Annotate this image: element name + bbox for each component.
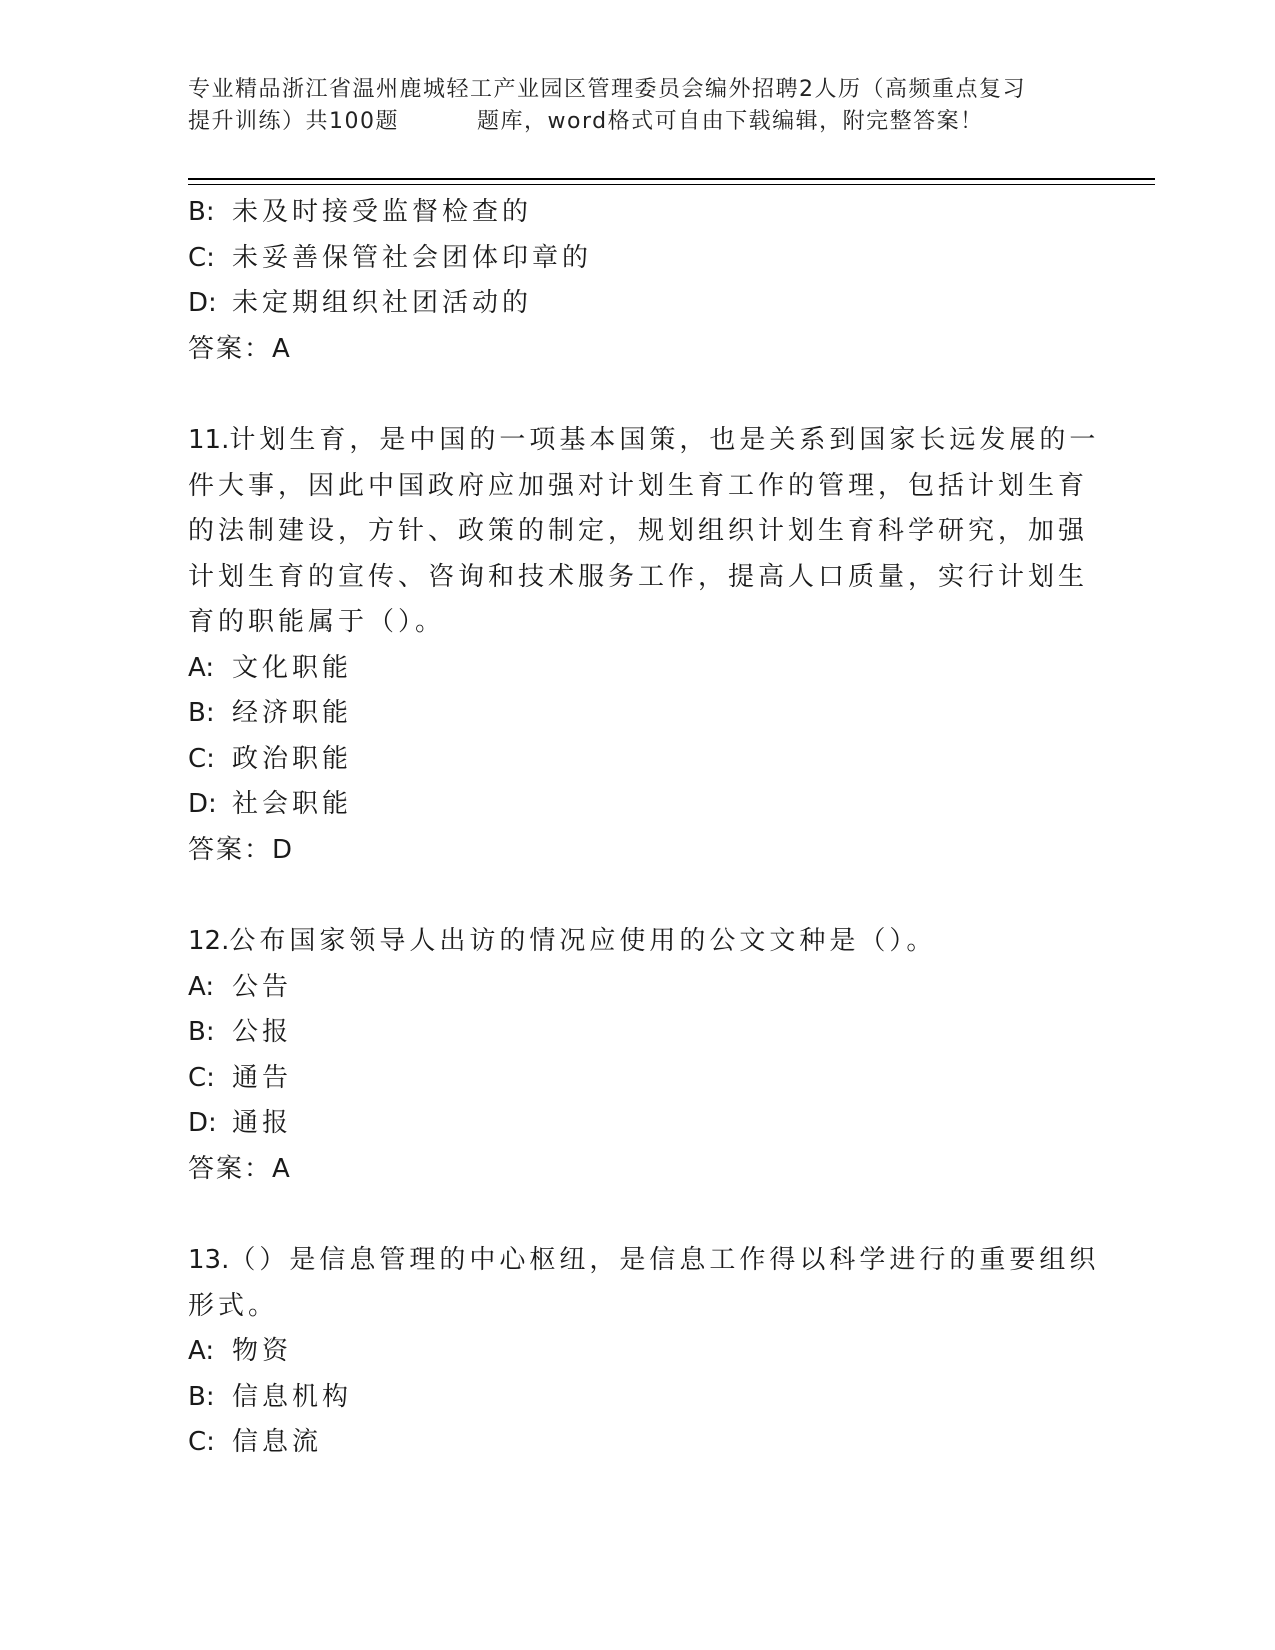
question-number: 13.	[188, 1245, 230, 1275]
question-stem-line: 11.计划生育，是中国的一项基本国策，也是关系到国家长远发展的一	[188, 425, 1100, 455]
option-letter: B:	[188, 698, 215, 728]
answer-label: 答案：	[188, 834, 273, 865]
option-b	[188, 1010, 1088, 1056]
option-a	[188, 646, 1088, 692]
answer-line	[188, 828, 1088, 874]
option-c	[188, 1420, 1088, 1466]
answer-line	[188, 327, 1088, 373]
question-stem-line: 件大事，因此中国政府应加强对计划生育工作的管理，包括计划生育	[188, 470, 1089, 501]
option-d	[188, 1101, 1088, 1147]
option-text: 信息机构	[232, 1381, 353, 1412]
question-stem-line: 形式。	[188, 1290, 279, 1321]
option-letter: D:	[188, 1108, 217, 1138]
option-b	[188, 1375, 1088, 1421]
option-letter: B:	[188, 197, 215, 227]
header-title-line2	[188, 106, 1088, 138]
question-stem-line: 的法制建设，方针、政策的制定，规划组织计划生育科学研究，加强	[188, 516, 1089, 546]
option-text: 经济职能	[232, 698, 353, 728]
option-letter: B:	[188, 1381, 215, 1412]
header-title-line1: 专业精品浙江省温州鹿城轻工产业园区管理委员会编外招聘2人历（高频重点复习	[188, 77, 1026, 102]
question-11	[188, 418, 1100, 873]
header-title-line2-right: 题库，word格式可自由下载编辑，附完整答案！	[477, 109, 984, 134]
question-12	[188, 919, 1088, 1192]
question-stem-line: 13.（）是信息管理的中心枢纽，是信息工作得以科学进行的重要组织	[188, 1245, 1100, 1275]
answer-value: D	[272, 834, 297, 865]
option-text: 未妥善保管社会团体印章的	[232, 242, 593, 273]
option-text: 未及时接受监督检查的	[232, 197, 533, 227]
option-text: 物资	[232, 1336, 293, 1366]
answer-value: A	[272, 1153, 294, 1184]
question-stem-line: 计划生育的宣传、咨询和技术服务工作，提高人口质量，实行计划生	[188, 561, 1089, 592]
option-letter: A:	[188, 652, 215, 683]
option-text: 公告	[232, 971, 293, 1002]
option-text: 未定期组织社团活动的	[232, 288, 533, 318]
question-stem-line: 12.公布国家领导人出访的情况应使用的公文文种是（）。	[188, 926, 937, 956]
option-text: 政治职能	[232, 743, 353, 774]
option-c	[188, 236, 1088, 282]
option-letter: C:	[188, 1427, 215, 1457]
option-letter: A:	[188, 1336, 215, 1366]
answer-label: 答案：	[188, 333, 273, 364]
option-text: 通告	[232, 1062, 293, 1093]
option-text: 公报	[232, 1017, 293, 1047]
option-text: 信息流	[232, 1427, 323, 1457]
option-letter: B:	[188, 1017, 215, 1047]
option-c	[188, 737, 1088, 783]
option-letter: C:	[188, 242, 215, 273]
option-letter: D:	[188, 789, 217, 819]
question-number: 11.	[188, 425, 230, 455]
question-stem-line: 育的职能属于（）。	[188, 607, 446, 637]
option-text: 文化职能	[232, 652, 353, 683]
option-c	[188, 1056, 1088, 1102]
option-d	[188, 281, 1088, 327]
option-d	[188, 782, 1088, 828]
option-letter: D:	[188, 288, 217, 318]
header-rule-thick	[188, 178, 1155, 180]
option-b	[188, 190, 1088, 236]
option-b	[188, 691, 1088, 737]
answer-label: 答案：	[188, 1153, 273, 1184]
header-title-line2-left: 提升训练）共100题	[188, 109, 399, 134]
question-content	[188, 190, 1100, 1466]
question-number: 12.	[188, 926, 230, 956]
question-13	[188, 1238, 1100, 1466]
prev-question-block	[188, 190, 1088, 372]
answer-value: A	[272, 333, 294, 364]
option-text: 通报	[232, 1108, 293, 1138]
header-rule-thin	[188, 184, 1155, 185]
page-header	[188, 74, 1088, 138]
option-letter: C:	[188, 743, 215, 774]
option-text: 社会职能	[232, 789, 353, 819]
option-a	[188, 965, 1088, 1011]
option-letter: A:	[188, 971, 215, 1002]
option-letter: C:	[188, 1062, 215, 1093]
answer-line	[188, 1147, 1088, 1193]
option-a	[188, 1329, 1088, 1375]
